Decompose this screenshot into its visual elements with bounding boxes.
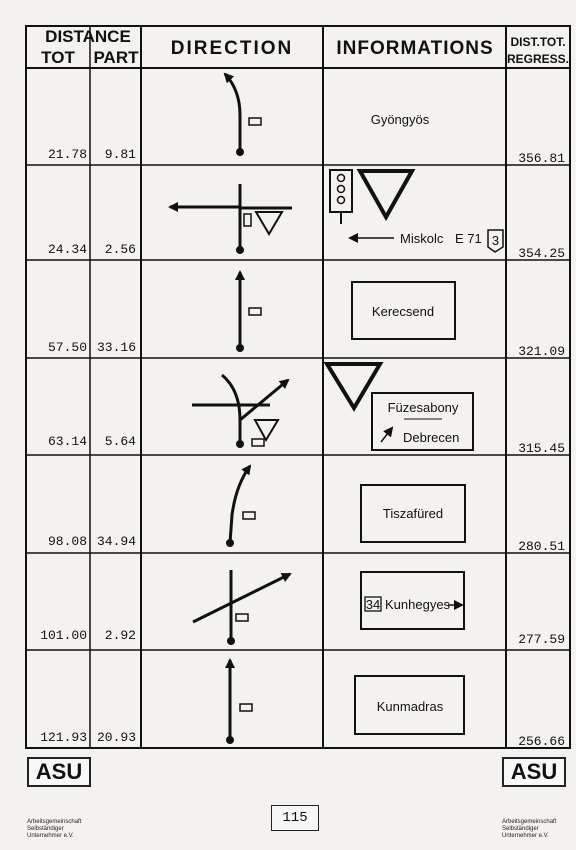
- tulip-diagram-row-6: [193, 570, 290, 645]
- asu-logo-left: [27, 757, 91, 787]
- info-row-2: [330, 170, 503, 252]
- info-row-3: [352, 282, 455, 339]
- asu-association-left: Arbeitsgemeinschaft Selbständiger Unternehmer e.V.: [27, 819, 82, 839]
- row-7: [40, 730, 565, 749]
- tulip-diagram-row-4: [192, 375, 288, 448]
- row-4: [48, 434, 565, 456]
- row-part: 2.56: [104, 242, 136, 257]
- traffic-light-icon: [330, 170, 352, 212]
- row-part: 20.93: [96, 730, 136, 745]
- road-number: 34: [365, 597, 381, 612]
- info-place: Kunmadras: [376, 699, 444, 714]
- info-place: Gyöngyös: [370, 112, 430, 127]
- tulip-diagram-row-1: [225, 74, 261, 156]
- row-regress: 315.45: [518, 441, 565, 456]
- row-tot: 63.14: [47, 434, 87, 449]
- row-tot: 57.50: [47, 340, 87, 355]
- header-informations: INFORMATIONS: [336, 38, 494, 59]
- row-part: 5.64: [104, 434, 136, 449]
- info-place: Miskolc: [400, 231, 444, 246]
- row-tot: 21.78: [47, 147, 87, 162]
- row-tot: 101.00: [40, 628, 87, 643]
- tulip-diagram-row-7: [226, 660, 252, 744]
- row-tot: 121.93: [40, 730, 87, 745]
- yield-sign-icon: [360, 171, 412, 217]
- page-number: 115: [271, 805, 319, 831]
- road-number: 3: [491, 233, 500, 248]
- row-regress: 280.51: [518, 539, 565, 554]
- row-regress: 354.25: [518, 246, 565, 261]
- info-row-4: [327, 364, 473, 450]
- row-regress: 256.66: [518, 734, 565, 749]
- info-row-1: [371, 112, 430, 127]
- asu-logo-text: ASU: [35, 759, 83, 784]
- info-place-a: Füzesabony: [387, 400, 459, 415]
- header-part: PART: [93, 48, 139, 67]
- info-row-6: [361, 572, 464, 629]
- info-place: Kerecsend: [371, 304, 435, 319]
- info-place-b: Debrecen: [403, 430, 460, 445]
- diagonal-arrow-icon: [381, 428, 392, 442]
- info-road: E 71: [455, 231, 482, 246]
- row-3: [48, 340, 565, 359]
- row-tot: 24.34: [47, 242, 87, 257]
- header-dist-tot: DIST.TOT.: [510, 35, 566, 49]
- header-direction: DIRECTION: [170, 38, 294, 59]
- row-6: [40, 628, 565, 647]
- asu-logo-text: ASU: [510, 759, 558, 784]
- row-part: 34.94: [96, 534, 136, 549]
- info-place: Kunhegyes: [385, 597, 451, 612]
- header-distance: DISTANCE: [45, 27, 131, 46]
- row-tot: 98.08: [47, 534, 87, 549]
- header-tot: TOT: [41, 48, 75, 67]
- row-1: [48, 147, 565, 166]
- tulip-diagram-row-5: [226, 466, 255, 547]
- row-regress: 321.09: [518, 344, 565, 359]
- asu-logo-right: [502, 757, 566, 787]
- row-part: 2.92: [104, 628, 136, 643]
- info-row-7: [355, 676, 464, 734]
- tulip-diagram-row-2: [170, 184, 292, 254]
- row-regress: 356.81: [518, 151, 565, 166]
- info-place: Tiszafüred: [382, 506, 444, 521]
- row-5: [48, 534, 565, 554]
- row-regress: 277.59: [518, 632, 565, 647]
- row-part: 33.16: [96, 340, 136, 355]
- header-regress: REGRESS.: [506, 52, 570, 66]
- info-row-5: [361, 485, 465, 542]
- row-part: 9.81: [104, 147, 136, 162]
- table-header: [41, 27, 569, 67]
- tulip-diagram-row-3: [236, 272, 261, 352]
- asu-association-right: Arbeitsgemeinschaft Selbständiger Unternehmer e.V.: [502, 819, 557, 839]
